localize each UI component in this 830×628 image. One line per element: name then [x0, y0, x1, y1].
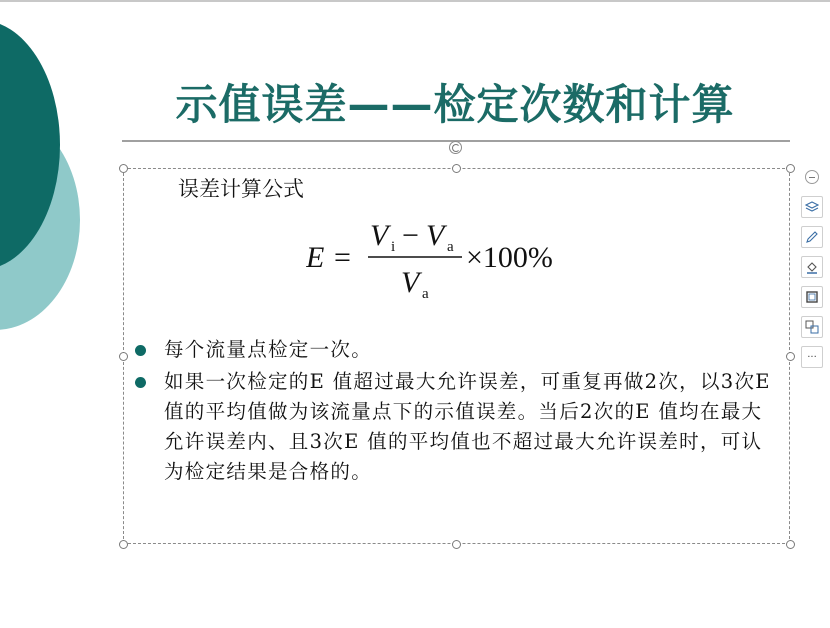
collapse-icon[interactable] — [805, 170, 819, 184]
resize-handle-bottom-right[interactable] — [786, 540, 795, 549]
text-wrap-icon[interactable] — [801, 316, 823, 338]
formula-num-a: V — [370, 219, 389, 252]
layers-icon[interactable] — [801, 196, 823, 218]
formula-den-sub: a — [422, 286, 429, 302]
resize-handle-top-right[interactable] — [786, 164, 795, 173]
formula-equals: = — [334, 241, 351, 274]
bullet-text: 如果一次检定的E 值超过最大允许误差，可重复再做2次，以3次E 值的平均值做为该流量点下的示值误差。当后2次的E 值均在最大允许误差内、且3次E 值的平均值也不超过最大允许误差时，可认为检定结果是合格的。 — [164, 370, 771, 483]
formula-den: V — [401, 266, 420, 299]
bullet-item — [133, 335, 783, 365]
bullet-dot-icon — [135, 377, 146, 388]
rotate-handle-icon[interactable] — [449, 141, 462, 154]
slide-title[interactable]: 示值误差——检定次数和计算 — [175, 80, 735, 129]
error-formula — [306, 212, 596, 304]
bullet-list — [133, 335, 783, 487]
formula-heading: 误差计算公式 — [178, 177, 304, 201]
pen-icon[interactable] — [801, 226, 823, 248]
window-top-border — [0, 0, 830, 2]
formula-minus: − — [402, 219, 419, 252]
formula-num-a-sub: i — [391, 239, 396, 255]
bullet-text: 每个流量点检定一次。 — [164, 338, 373, 361]
resize-handle-middle-right[interactable] — [786, 352, 795, 361]
formula-num-b: V — [426, 219, 445, 252]
bullet-item — [133, 367, 783, 487]
bullet-dot-icon — [135, 345, 146, 356]
formula-lhs: E — [306, 241, 325, 274]
resize-handle-bottom-left[interactable] — [119, 540, 128, 549]
resize-handle-top-center[interactable] — [452, 164, 461, 173]
resize-handle-middle-left[interactable] — [119, 352, 128, 361]
formula-num-b-sub: a — [447, 239, 454, 255]
floating-toolbar — [801, 168, 825, 376]
more-icon[interactable]: ··· — [801, 346, 823, 368]
resize-handle-top-left[interactable] — [119, 164, 128, 173]
frame-icon[interactable] — [801, 286, 823, 308]
fill-icon[interactable] — [801, 256, 823, 278]
formula-times-100: ×100% — [466, 241, 553, 274]
resize-handle-bottom-center[interactable] — [452, 540, 461, 549]
